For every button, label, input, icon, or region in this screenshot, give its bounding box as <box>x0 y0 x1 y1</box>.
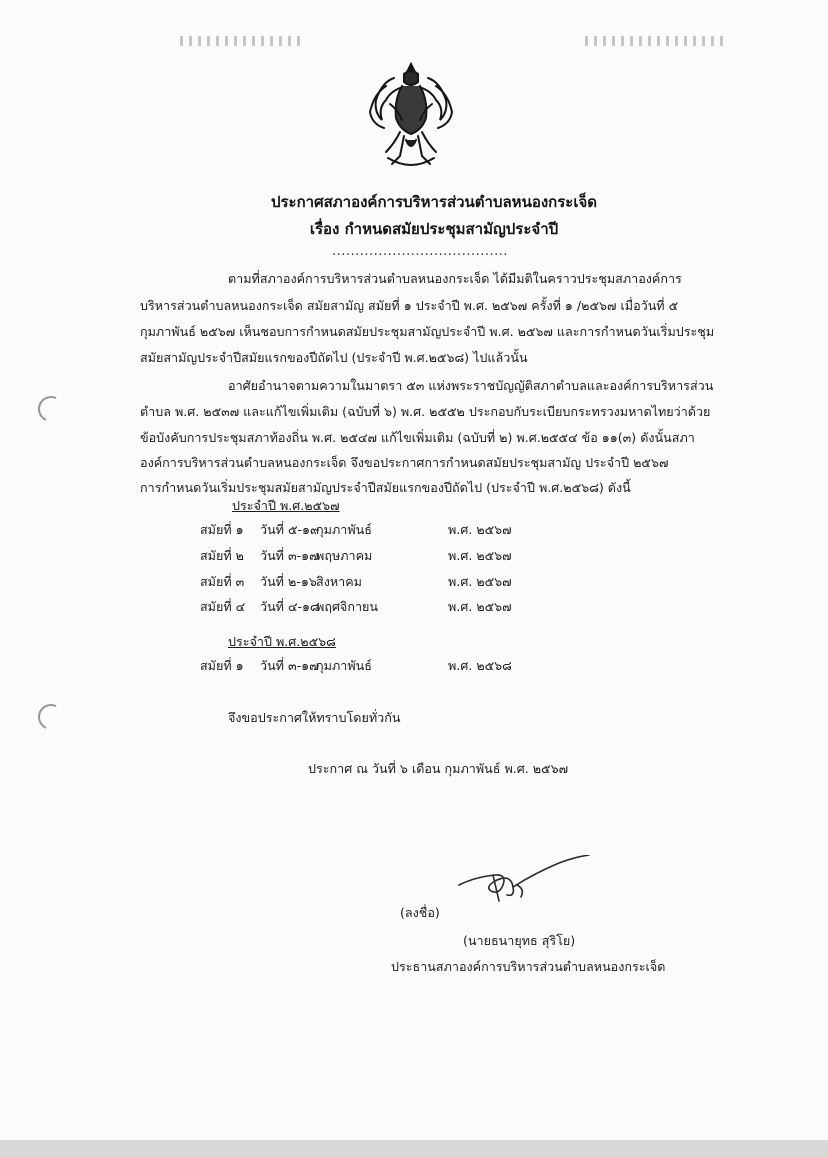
schedule-heading: ประจำปี พ.ศ.๒๕๖๗ <box>232 498 340 513</box>
session-number: สมัยที่ ๑ <box>200 522 244 537</box>
session-days: วันที่ ๓-๑๗ <box>260 658 319 673</box>
signature-mark <box>455 855 600 915</box>
session-days: วันที่ ๕-๑๙ <box>260 522 320 537</box>
schedule-row <box>200 546 512 566</box>
announcement-date: ประกาศ ณ วันที่ ๖ เดือน กุมภาพันธ์ พ.ศ. ๒๕๖๗ <box>308 761 569 776</box>
paragraph-line: ข้อบังคับการประชุมสภาท้องถิ่น พ.ศ. ๒๕๔๗ แก้ไขเพิ่มเติม (ฉบับที่ ๒) พ.ศ.๒๕๕๔ ข้อ ๑๑(๓) ดังนั้นสภา <box>140 430 695 445</box>
session-month: พฤษภาคม <box>316 548 373 563</box>
session-year: พ.ศ. ๒๕๖๗ <box>448 548 512 563</box>
session-days: วันที่ ๔-๑๘ <box>260 599 320 614</box>
session-month: พฤศจิกายน <box>316 599 379 614</box>
schedule-row <box>200 656 512 676</box>
session-year: พ.ศ. ๒๕๖๗ <box>448 599 512 614</box>
paragraph-line: การกำหนดวันเริ่มประชุมสมัยสามัญประจำปีสมัยแรกของปีถัดไป (ประจำปี พ.ศ.๒๕๖๘) ดังนี้ <box>140 480 631 495</box>
session-year: พ.ศ. ๒๕๖๗ <box>448 574 512 589</box>
session-year: พ.ศ. ๒๕๖๗ <box>448 522 512 537</box>
session-days: วันที่ ๓-๑๗ <box>260 548 319 563</box>
session-year: พ.ศ. ๒๕๖๘ <box>448 658 512 673</box>
document-title: ประกาศสภาองค์การบริหารส่วนตำบลหนองกระเจ็ด <box>270 193 598 211</box>
title-separator: ...................................... <box>331 244 509 259</box>
punch-hole-mark <box>34 700 67 733</box>
scan-artifact <box>180 36 300 46</box>
schedule-row <box>200 572 512 592</box>
session-month: กุมภาพันธ์ <box>316 658 372 673</box>
punch-hole-mark <box>34 392 67 425</box>
signature-label: (ลงชื่อ) <box>400 905 440 920</box>
session-number: สมัยที่ ๒ <box>200 548 244 563</box>
schedule-row <box>200 520 512 540</box>
schedule-row <box>200 597 512 617</box>
session-number: สมัยที่ ๔ <box>200 599 246 614</box>
schedule-heading: ประจำปี พ.ศ.๒๕๖๘ <box>228 634 336 649</box>
paragraph-line: องค์การบริหารส่วนตำบลหนองกระเจ็ด จึงขอประกาศการกำหนดสมัยประชุมสามัญ ประจำปี ๒๕๖๗ <box>140 455 669 470</box>
closing-announcement: จึงขอประกาศให้ทราบโดยทั่วกัน <box>228 710 401 725</box>
session-number: สมัยที่ ๑ <box>200 658 244 673</box>
session-days: วันที่ ๒-๑๖ <box>260 574 317 589</box>
paragraph-line: บริหารส่วนตำบลหนองกระเจ็ด สมัยสามัญ สมัยที่ ๑ ประจำปี พ.ศ. ๒๕๖๗ ครั้งที่ ๑ /๒๕๖๗ เมื่อวันที่ ๕ <box>140 298 679 313</box>
session-month: สิงหาคม <box>316 574 362 589</box>
signer-name: (นายธนายุทธ สุริโย) <box>463 933 576 948</box>
session-number: สมัยที่ ๓ <box>200 574 245 589</box>
paragraph-line: ตามที่สภาองค์การบริหารส่วนตำบลหนองกระเจ็ด ได้มีมติในคราวประชุมสภาองค์การ <box>228 271 682 286</box>
paragraph-line: กุมภาพันธ์ ๒๕๖๗ เห็นชอบการกำหนดสมัยประชุมสามัญประจำปี พ.ศ. ๒๕๖๗ และการกำหนดวันเริ่มประชุม <box>140 324 715 339</box>
garuda-emblem-icon <box>364 60 458 172</box>
paragraph-line: อาศัยอำนาจตามความในมาตรา ๕๓ แห่งพระราชบัญญัติสภาตำบลและองค์การบริหารส่วน <box>228 378 714 393</box>
signer-title: ประธานสภาองค์การบริหารส่วนตำบลหนองกระเจ็ด <box>391 959 666 974</box>
paragraph-line: สมัยสามัญประจำปีสมัยแรกของปีถัดไป (ประจำปี พ.ศ.๒๕๖๘) ไปแล้วนั้น <box>140 350 528 365</box>
document-subject: เรื่อง กำหนดสมัยประชุมสามัญประจำปี <box>309 220 559 238</box>
scan-artifact <box>585 36 725 46</box>
session-month: กุมภาพันธ์ <box>316 522 372 537</box>
background-edge <box>0 1140 828 1157</box>
paragraph-line: ตำบล พ.ศ. ๒๕๓๗ และแก้ไขเพิ่มเติม (ฉบับที่ ๖) พ.ศ. ๒๕๕๒ ประกอบกับระเบียบกระทรวงมหาดไทยว่าด้วย <box>140 404 711 419</box>
